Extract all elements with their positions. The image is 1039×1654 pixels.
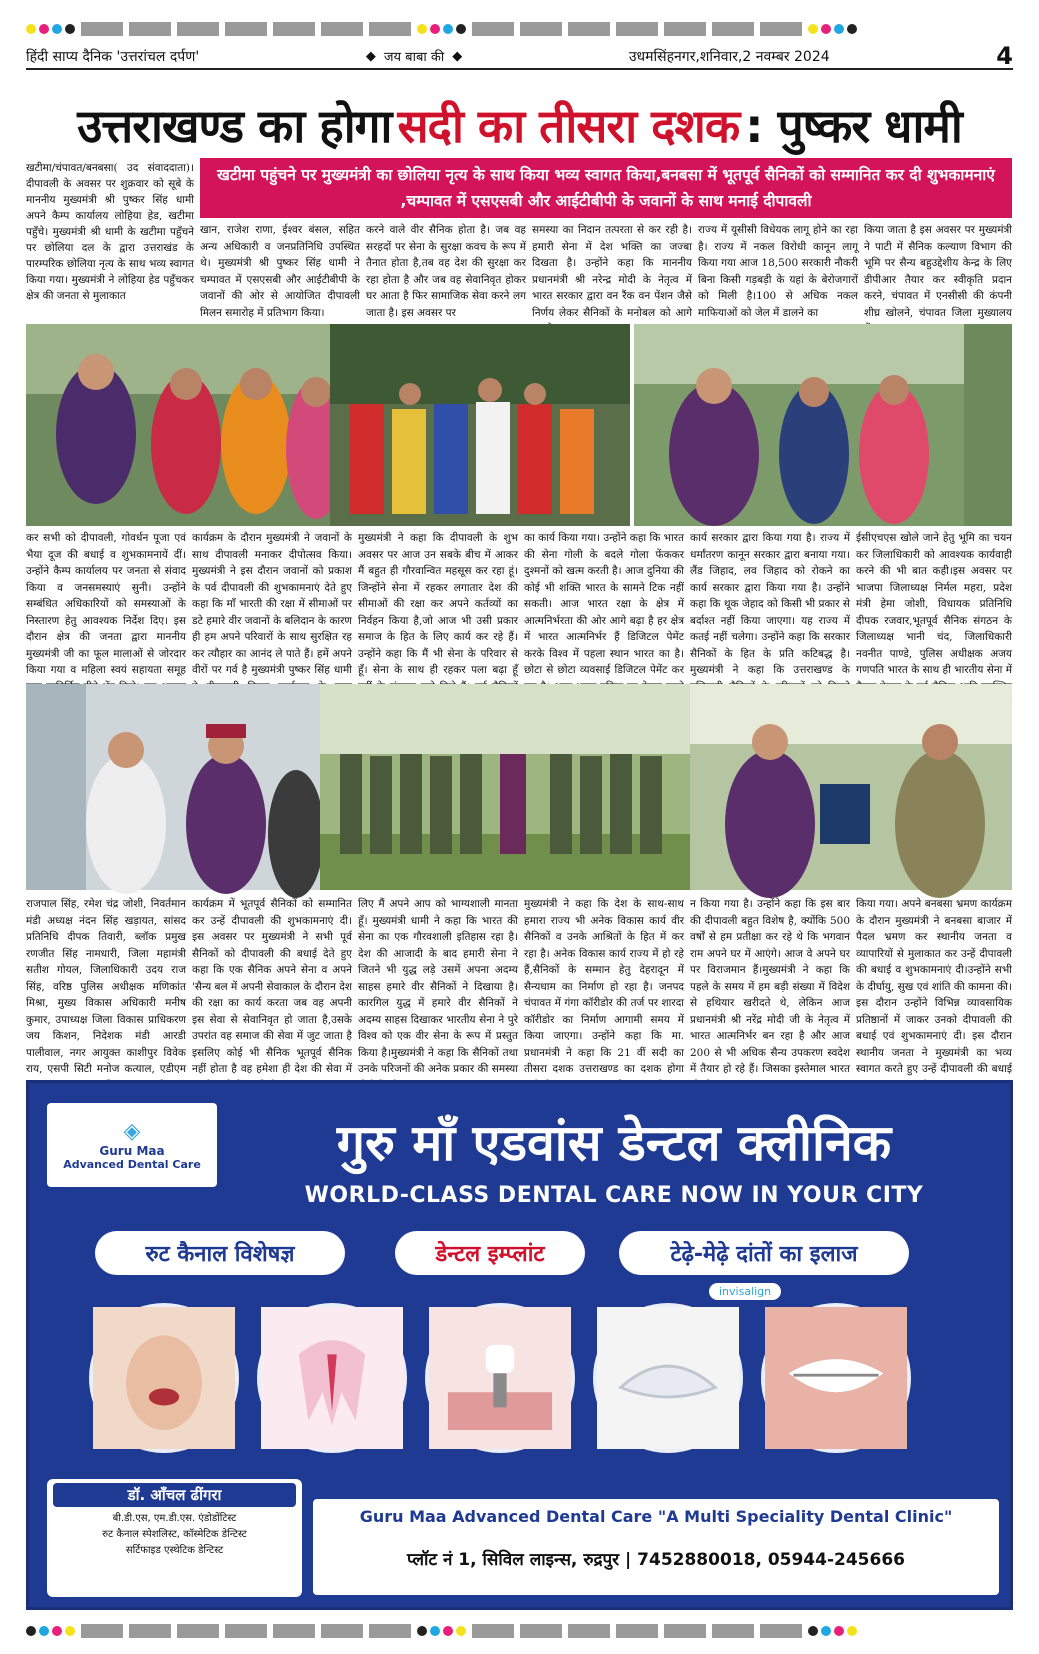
invisalign-badge: invisalign	[709, 1283, 781, 1300]
clinic-address-phone: प्लॉट नं 1, सिविल लाइन्स, रुद्रपुर | 7452880018, 05944-245666	[406, 1550, 905, 1570]
article-column: मुख्यमंत्री ने कहा कि दीपावली के शुभ अवसर पर आज उन सबके बीच में आकर मैं बहुत ही गौरवान्वित महसूस कर रहा हूं। जिन्होंने सेना में रहकर लगातार देश की सीमाओं की रक्षा कर अपने कर्तव्यों का निर्वहन किया है,जो आज भी उसी प्रकार समाज के हित के लिए कार्य कर रहे हैं। उन्होंने कहा कि मैं भी सेना के परिवार से हूँ। सेना के साथ ही रहकर पला बढ़ा हूँ	[358, 532, 518, 676]
article-column: खान, राजेश राणा, ईश्वर बंसल, सहित अन्य अधिकारी व जनप्रतिनिधि उपस्थित थे। मुख्यमंत्री श्री पुष्कर सिंह धामी ने चम्पावत में एसएसबी और आईटीबीपी के जवानों की ओर से आयोजित दीपावली मिलन समारोह में प्रतिभाग किया।	[200, 224, 360, 319]
intro-column: खटीमा/चंपावत/बनबसा( उद संवाददाता)। दीपावली के अवसर पर शुक्रवार को सूबे के माननीय मुख्यमंत्री श्री पुष्कर सिंह धामी अपने कैम्प कार्यालय लोहिया हेड, खटीमा पहुँचे। मुख्यमंत्री श्री धामी के खटीमा पहुँचने पर छोलिया दल के द्वारा उत्तराखंड के पारम्परिक छोलिया नृत्य के साथ भव्य स्वागत किया गया। मुख्यमंत्री ने लोहिया हेड पहुँचकर क्षेत्र की जनता से मुलाकात	[26, 162, 194, 302]
dental-clinic-advertisement	[26, 1080, 1013, 1610]
doctor-qualification: सर्टिफाइड एस्थेटिक डेन्टिस्ट	[125, 1545, 224, 1556]
article-column: किया गया। अपने बनबसा भ्रमण कार्यक्रम के दौरान मुख्यमंत्री ने बनबसा बाजार में पैदल भ्रमण कर स्थानीय जनता व व्यापारियों से मुलाकात कर उन्हें दीपावली की बधाई व शुभकामनाएं दी।उन्होंने सभी के दीर्घायु, सुख एवं शांति की कामना की। इस दौरान उन्होंने विभिन्न व्यावसायिक प्रतिष्ठानों में जाकर उनको दीपावली की बधाई एवं शुभकामनाएं दी। इस दौरान स्थानीय जनता ने मुख्यमंत्री का भव्य स्वागत करते हुए उन्हें दीपावली की बधाई	[856, 898, 1012, 1075]
article-column: कार्यक्रम के दौरान मुख्यमंत्री ने जवानों के साथ दीपावली मनाकर दीपोत्सव किया। मुख्यमंत्री ने इस दौरान जवानों को प्रकाश के पर्व दीपावली की शुभकामनाएं देते हुए कहा कि माँ भारती की रक्षा में सीमाओं पर डटे हमारे वीर जवानों के बलिदान के कारण ही हम अपने परिवारों के साथ सुरक्षित रह कर त्यौहार का आनंद ले पाते हैं। हमें अपने वीरों पर गर्व है मुख्यमंत्री पुष्कर सिंह धामी	[192, 532, 352, 676]
article-column: मुख्यमंत्री ने कहा कि देश के साथ-साथ हमारा राज्य भी अनेक विकास कार्य वीर सैनिकों व उनके आश्रितों के हित में कर रहा है। अनेक विकास कार्य राज्य में हो रहे हैं,सैनिकों के सम्मान हेतु देहरादून में सैन्यधाम का निर्माण हो रहा है। जनपद चंपावत में गंगा कॉरीडोर की तर्ज पर शारदा कॉरीडोर का निर्माण आगामी समय में किया जाएगा। उन्होंने कहा कि मा. प्रधानमंत्री ने कहा कि 21 वीं सदी का तीसरा दशक उत्तराखण्ड का दशक होगा	[524, 898, 684, 1075]
article-column: कार्य सरकार द्वारा किया गया है। राज्य में धर्मांतरण कानून सरकार द्वारा बनाया गया। लैंड जिहाद, लव जिहाद को रोकने का कार्य सरकार द्वारा किया गया है। उन्होंने कहा कि थूक जेहाद को किसी भी प्रकार से बर्दाश्त नहीं किया जाएगा। यह राज्य में कतई नहीं चलेगा। उन्होंने कहा कि सरकार सैनिकों के हित के प्रति कटिबद्ध है। मुख्यमंत्री ने कहा कि उत्तराखण्ड के	[690, 532, 850, 676]
photo-cm-gift-exchange	[634, 324, 964, 526]
image-patient	[89, 1303, 239, 1453]
article-column: ईसीएचएस खोले जाने हेतु भूमि का चयन कर जिलाधिकारी को आवश्यक कार्यवाही करने की भी बात कही।इस अवसर पर भाजपा जिलाध्यक्ष निर्मल महरा, प्रदेश मंत्री हेमा जोशी, विधायक प्रतिनिधि दीपक रजवार,भूतपूर्व सैनिक संगठन के जिलाध्यक्ष भानी चंद, जिलाधिकारी नवनीत पाण्डे, पुलिस अधीक्षक अजय गणपति भारत के साथ ही भारतीय सेना में	[856, 532, 1012, 676]
doctor-card	[47, 1479, 302, 1597]
photo-cm-ex-servicemen	[26, 684, 326, 890]
doctor-name: डॉ. आँचल ढींगरा	[53, 1483, 296, 1507]
headline-part3: : पुष्कर धामी	[745, 99, 962, 153]
article-column: किया जाता है इस अवसर पर मुख्यमंत्री ने पाटी में सैनिक कल्याण विभाग की भूमि पर सैन्य बहुउद्देशीय केन्द्र के लिए डीपीआर तैयार कर स्वीकृति प्रदान करने, चंपावत में एनसीसी की कंपनी शीघ्र खोलने, चंपावत जिला मुख्यालय	[864, 224, 1012, 319]
photo-cm-gift-to-jawan	[690, 684, 1012, 890]
masthead-center-text: जय बाबा की	[383, 50, 445, 65]
registration-strip-top	[0, 18, 1039, 40]
color-dots	[26, 24, 75, 34]
lamp-icon: ◆	[452, 48, 463, 64]
image-root-canal	[257, 1303, 407, 1453]
color-dots	[417, 1626, 466, 1636]
masthead-center	[366, 47, 462, 65]
tooth-icon: ◈	[123, 1119, 141, 1144]
clinic-tagline: WORLD-CLASS DENTAL CARE NOW IN YOUR CITY	[304, 1183, 924, 1208]
logo-line1: Guru Maa	[99, 1144, 165, 1158]
lamp-icon: ◆	[365, 48, 376, 64]
image-implant	[425, 1303, 575, 1453]
headline-part2: सदी का तीसरा दशक	[397, 99, 740, 153]
article-column: समस्या का निदान तत्परता से कर रही है। हमारी सेना में देश भक्ति का जज्बा दिखता है। उन्होंने कहा कि माननीय प्रधानमंत्री श्री नरेन्द्र मोदी के नेतृत्व में भारत सरकार द्वारा वन रैंक वन पेंशन जैसे निर्णय लेकर सैनिकों के मनोबल को आगे	[532, 224, 692, 319]
service-dental-implant: डेन्टल इम्प्लांट	[395, 1231, 585, 1275]
registration-strip-bottom	[0, 1620, 1039, 1642]
logo-line2: Advanced Dental Care	[63, 1158, 201, 1171]
service-root-canal: रुट कैनाल विशेषज्ञ	[95, 1231, 345, 1275]
headline-part1: उत्तराखण्ड का होगा	[77, 99, 392, 153]
paper-name: हिंदी साप्य दैनिक 'उत्तरांचल दर्पण'	[26, 48, 200, 65]
date-line: उधमसिंहनगर,शनिवार,2 नवम्बर 2024	[628, 48, 830, 65]
article-column: कर सभी को दीपावली, गोवर्धन पूजा एवं भैया दूज की बधाई व शुभकामनायें दीं। उन्होंने कैम्प कार्यालय पर जनता से संवाद किया व जनसमस्याएं सुनी। उन्होंने सम्बंधित अधिकारियों को समस्याओं के निस्तारण हेतु आवश्यक निर्देश दिए। इस दौरान क्षेत्र की जनता द्वारा माननीय मुख्यमंत्री जी का फूल मालाओं से जोरदार किया गया व महिला स्वयं सहायता समूह	[26, 532, 186, 676]
photo-choliya-dance	[330, 324, 630, 526]
subheading: खटीमा पहुंचने पर मुख्यमंत्री का छोलिया नृत्य के साथ किया भव्य स्वागत किया,बनबसा में भूतपूर्व सैनिकों को सम्मानित कर दी शुभकामनाएं ,चम्पावत में एसएसबी और आईटीबीपी के जवानों के साथ मनाई दीपावली	[200, 158, 1012, 218]
photo-edge	[964, 324, 1012, 526]
doctor-qualification: रुट कैनाल स्पेशलिस्ट, कॉस्मेटिक डेन्टिस्ट	[102, 1529, 247, 1540]
clinic-footer-name: Guru Maa Advanced Dental Care "A Multi Speciality Dental Clinic"	[359, 1507, 953, 1526]
article-column: न किया गया है। उन्होंने कहा कि इस बार की दीपावली बहुत विशेष है, क्योंकि 500 वर्षों से हम प्रतीक्षा कर रहे थे कि भगवान राम अपने घर में आएंगे। आज वे अपने घर पर विराजमान हैं।मुख्यमंत्री ने कहा कि पहले के समय में हम बड़ी संख्या में विदेश से हथियार खरीदते थे, लेकिन आज प्रधानमंत्री श्री नरेंद्र मोदी जी के नेतृत्व में भारत आत्मनिर्भर बन रहा है और आज 200 से भी अधिक सैन्य उपकरण स्वदेश में तैयार हो रहे हैं। जिसका इस्तेमाल भारत	[690, 898, 850, 1075]
color-dots	[808, 24, 857, 34]
article-column: राज्य में यूसीसी विधेयक लागू होने का रहा है। राज्य में नकल विरोधी कानून लागू किया गया आज 18,500 सरकारी नौकरी बिना किसी गड़बड़ी के यहां के बेरोजगारों को मिली है।100 से अधिक नकल माफियाओं को जेल में डालने का	[698, 224, 858, 319]
image-braces	[761, 1303, 911, 1453]
article-column: राजपाल सिंह, रमेश चंद्र जोशी, निवर्तमान मंडी अध्यक्ष नंदन सिंह खड़ायत, सांसद प्रतिनिधि दीपक तिवारी, ब्लॉक प्रमुख रणजीत सिंह नामधारी, जिला महामंत्री सतीश गोयल, जिलाधिकारी उदय राज सिंह, वरिष्ठ पुलिस अधीक्षक मणिकांत मिश्रा, मुख्य विकास अधिकारी मनीष कुमार, उपाध्यक्ष जिला विकास प्राधिकरण जय किशन, निदेशक मंडी आरडी पालीवाल, नगर आयुक्त काशीपुर विवेक राय, एसपी सिटी मनोज कत्याल, एडीएम	[26, 898, 186, 1075]
headline	[26, 96, 1013, 154]
article-column: कार्यक्रम में भूतपूर्व सैनिकों को सम्मानित कर उन्हें दीपावली की शुभकामनाएं दी। इस अवसर पर मुख्यमंत्री ने सभी पूर्व सैनिकों को दीपावली की बधाई देते हुए कहा कि एक सैनिक अपने सेना व अपने 'सैन्य बल में अपनी सेवाकाल के दौरान देश की रक्षा का कार्य करता जब वह अपनी इस सेवा से सेवानिवृत हो जाता है,उसके उपरांत वह समाज की सेवा में जुट जाता है इसलिए कोई भी सैनिक भूतपूर्व सैनिक नहीं होता है वह हमेशा ही देश की सेवा में	[192, 898, 352, 1075]
article-column: करने वाले वीर सैनिक होता है। जब वह सरहदों पर सेना के सुरक्षा कवच के रूप में तैनात होता है,तब वह देश की सुरक्षा कर रहा होता है और जब वह सेवानिवृत होकर घर आता है फिर सामाजिक सेवा करने लग जाता है। इस अवसर पर	[366, 224, 526, 319]
photo-cm-welcome-women	[26, 324, 346, 526]
service-orthodontics: टेढ़े-मेढ़े दांतों का इलाज	[619, 1231, 909, 1275]
color-dots	[26, 1626, 75, 1636]
color-dots	[417, 24, 466, 34]
article-column: लिए मैं अपने आप को भाग्यशाली मानता हूँ। मुख्यमंत्री धामी ने कहा कि भारत की सेना का एक गौरवशाली इतिहास रहा है। देश की आजादी के बाद हमारी सेना ने जितने भी युद्ध लड़े उसमें अपना अदम्य साहस हमारे वीर सैनिकों ने दिखाया है। कारगिल युद्ध में हमारे वीर सैनिकों ने अदम्य साहस दिखाकर भारतीय सेना ने पुरे विश्व को एक वीर सेना के रूप में प्रस्तुत किया है।मुख्यमंत्री ने कहा कि सैनिकों तथा उनके परिजनों की अनेक प्रकार की समस्या	[358, 898, 518, 1075]
masthead	[26, 44, 1013, 70]
photo-cm-with-jawans	[320, 684, 690, 890]
clinic-footer	[313, 1499, 999, 1595]
article-column: का कार्य किया गया। उन्होंने कहा कि भारत की सेना गोली के बदले गोला फेंककर दुश्मनों को खत्म करती है। आज दुनिया की कोई भी शक्ति भारत के सामने टिक नहीं सकती। आज भारत रक्षा के क्षेत्र में आत्मनिर्भरता की ओर आगे बढ़ा है हर क्षेत्र में भारत आत्मनिर्भर हैं डिजिटल पेमेंट करके विश्व में पहला स्थान भारत का है। छोटा से छोटा व्यवसाई डिजिटल पेमेंट कर	[524, 532, 684, 676]
clinic-logo	[47, 1103, 217, 1187]
doctor-qualification: बी.डी.एस, एम.डी.एस. एंडोडोंटिस्ट	[112, 1513, 237, 1524]
color-dots	[808, 1626, 857, 1636]
page-number: 4	[996, 42, 1013, 70]
clinic-title: गुरु माँ एडवांस डेन्टल क्लीनिक	[336, 1114, 892, 1172]
image-aligner	[593, 1303, 743, 1453]
